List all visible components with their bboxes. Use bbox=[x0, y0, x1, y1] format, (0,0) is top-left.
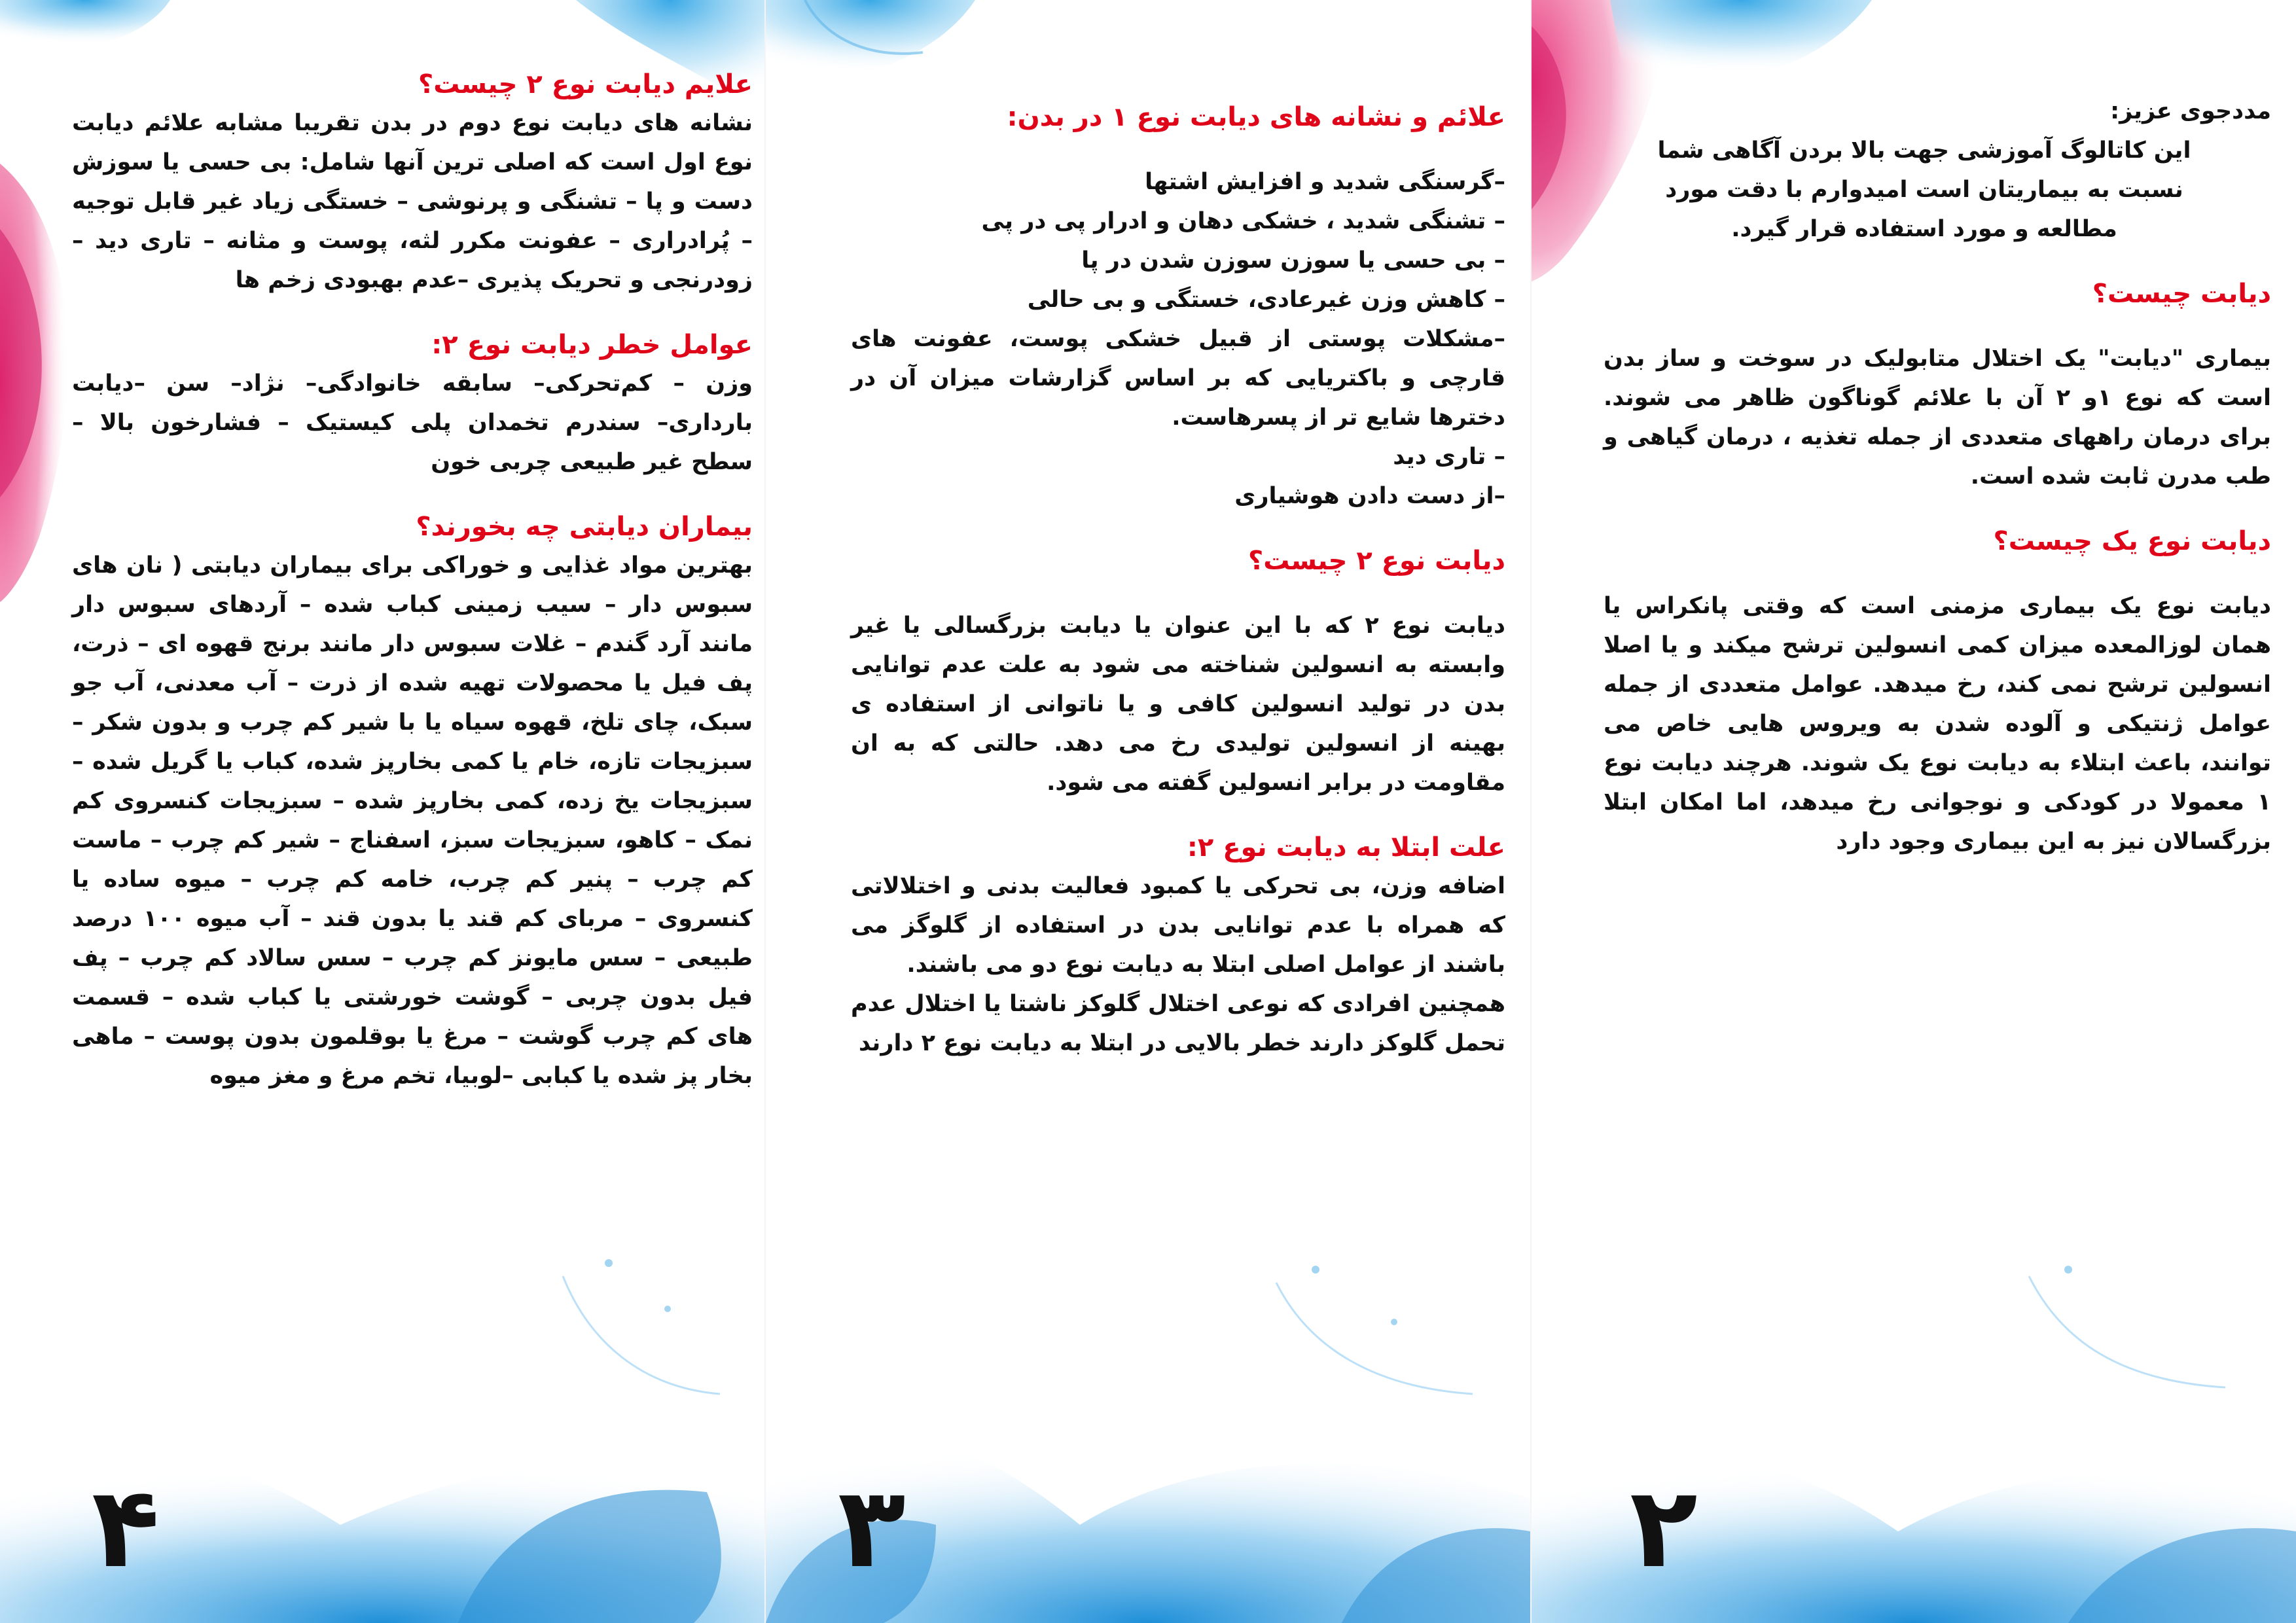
section-body: بهترین مواد غذایی و خوراکی برای بیماران دیابتی ( نان های سبوس دار – سیب زمینی کباب شده – آردهای سبوس دار مانند آرد گندم – غلات سبوس دار مانند برنج قهوه ای – ذرت، پف فیل یا محصولات تهیه شده از ذرت – آب معدنی، آب جو سبک، چای تلخ، قهوه سیاه یا با شیر کم چرب و بدون شکر – سبزیجات تازه، خام یا کمی بخارپز شده، کباب یا گریل شده – سبزیجات یخ زده، کمی بخارپز شده – سبزیجات کنسروی کم نمک – کاهو، سبزیجات سبز، اسفناج – شیر کم چرب – ماست کم چرب – پنیر کم چرب، خامه کم چرب – میوه ساده یا کنسروی – مربای کم قند یا بدون قند – آب میوه ۱۰۰ درصد طبیعی – سس مایونز کم چرب – سس سالاد کم چرب – پف فیل بدون چربی – گوشت خورشتی یا کباب شده – قسمت های کم چرب گوشت – مرغ یا بوقلمون بدون پوست – ماهی بخار پز شده یا کبابی –لوبیا، تخم مرغ و مغز میوه bbox=[72, 552, 753, 1089]
section-body: اضافه وزن، بی تحرکی یا کمبود فعالیت بدنی و اختلالاتی که همراه با عدم توانایی بدن در استفاده از گلوگز می باشند از عوامل اصلی ابتلا به دیابت نوع دو می باشند. bbox=[851, 873, 1505, 978]
section-body: بیماری "دیابت" یک اختلال متابولیک در سوخت و ساز بدن است که نوع ۱و ۲ آن با علائم گوناگون ظاهر می شوند. برای درمان راههای متعددی از جمله تغذیه ، درمان گیاهی و طب مدرن ثابت شده است. bbox=[1604, 346, 2271, 490]
page-number: ۳ bbox=[838, 1463, 906, 1593]
list-item: – بی حسی یا سوزن سوزن شدن در پا bbox=[1081, 247, 1505, 274]
panel-4-content bbox=[72, 65, 753, 1096]
section-body: دیابت نوع یک بیماری مزمنی است که وقتی پانکراس یا همان لوزالمعده میزان کمی انسولین ترشح میکند و یا اصلا انسولین ترشح نمی کند، رخ میدهد. عوامل متعددی از جمله عوامل ژنتیکی و آلوده شدن به ویروس هایی خاص می توانند، باعث ابتلاء به دیابت نوع یک شوند. هرچند دیابت نوع ۱ معمولا در کودکی و نوجوانی رخ میدهد، اما امکان ابتلا بزرگسالان نیز به این بیماری وجود دارد bbox=[1604, 593, 2271, 855]
section-title: دیابت نوع ۲ چیست؟ bbox=[1248, 546, 1505, 576]
section-body: همچنین افرادی که نوعی اختلال گلوکز ناشتا یا اختلال عدم تحمل گلوکز دارند خطر بالایی در ابتلا به دیابت نوع ۲ دارند bbox=[851, 991, 1505, 1056]
section-title: علائم و نشانه های دیابت نوع ۱ در بدن: bbox=[1007, 102, 1505, 132]
section-title: دیابت نوع یک چیست؟ bbox=[1993, 526, 2271, 556]
section-body: دیابت نوع ۲ که با این عنوان یا دیابت بزرگسالی یا غیر وابسته به انسولین شناخته می شود به علت عدم توانایی بدن در تولید انسولین کافی و یا ناتوانی از استفاده ی بهینه از انسولین تولیدی رخ می دهد. حالتی که به ان مقاومت در برابر انسولین گفته می شود. bbox=[851, 613, 1505, 796]
page-number: ۴ bbox=[92, 1463, 160, 1593]
intro-text: این کاتالوگ آموزشی جهت بالا بردن آگاهی شما نسبت به بیماریتان است امیدوارم با دقت مورد مطالعه و مورد استفاده قرار گیرد. bbox=[1657, 137, 2191, 242]
section-title: علت ابتلا به دیابت نوع ۲: bbox=[1187, 832, 1505, 863]
section-title: عوامل خطر دیابت نوع ۲: bbox=[431, 330, 753, 360]
section-body: وزن – کم‌تحرکی– سابقه خانوادگی– نژاد– سن –دیابت بارداری– سندرم تخمدان پلی کیستیک – فشارخون بالا – سطح غیر طبیعی چربی خون bbox=[72, 370, 753, 475]
list-item: – کاهش وزن غیرعادی، خستگی و بی حالی bbox=[1027, 287, 1505, 313]
section-title: بیماران دیابتی چه بخورند؟ bbox=[416, 512, 753, 542]
list-item: –گرسنگی شدید و افزایش اشتها bbox=[1145, 169, 1505, 195]
list-item: – تاری دید bbox=[1393, 444, 1505, 470]
page-number: ۲ bbox=[1630, 1463, 1698, 1593]
list-item: – تشنگی شدید ، خشکی دهان و ادرار پی در پی bbox=[981, 208, 1505, 234]
section-title: علایم دیابت نوع ۲ چیست؟ bbox=[418, 69, 753, 99]
section-body: نشانه های دیابت نوع دوم در بدن تقریبا مشابه علائم دیابت نوع اول است که اصلی ترین آنها شامل: بی حسی یا سوزش دست و پا – تشنگی و پرنوشی – خستگی زیاد غیر قابل توجیه – پُرادراری – عفونت مکرر لثه، پوست و مثانه – تاری دید – زودرنجی و تحریک پذیری –عدم بهبودی زخم ها bbox=[72, 110, 753, 293]
list-item: –مشکلات پوستی از قبیل خشکی پوست، عفونت های قارچی و باکتریایی که بر اساس گزارشات میزان آن در دخترها شایع تر از پسرهاست. bbox=[851, 326, 1505, 431]
panel-page-3 bbox=[766, 0, 1530, 1623]
panel-2-content bbox=[1604, 92, 2271, 861]
list-item: –از دست دادن هوشیاری bbox=[1234, 483, 1505, 509]
panel-page-4 bbox=[0, 0, 764, 1623]
panel-page-2 bbox=[1532, 0, 2296, 1623]
greeting-title: مددجوی عزیز: bbox=[2110, 98, 2271, 124]
section-title: دیابت چیست؟ bbox=[2092, 279, 2271, 309]
panel-3-content bbox=[851, 98, 1505, 1063]
